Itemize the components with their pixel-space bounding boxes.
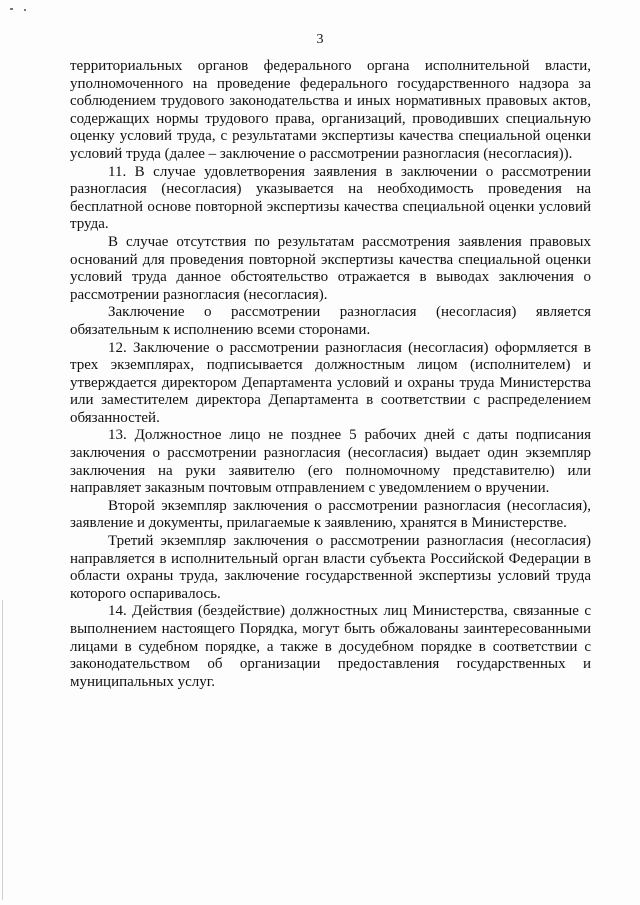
paragraph: В случае отсутствия по результатам рассмотрения заявления правовых оснований для проведения повторной экспертизы качества специальной оценки условий труда данное обстоятельство отражается в выводах заключения о рассмотрении разногласия (несогласия). <box>70 233 591 303</box>
paragraph-item-12: 12. Заключение о рассмотрении разногласия (несогласия) оформляется в трех экземплярах, подписывается должностным лицом (исполнителем) и утверждается директором Департамента условий и охраны труда Министерства или заместителем директора Департамента в соответствии с распределением обязанностей. <box>70 339 591 426</box>
paragraph-continuation: территориальных органов федерального органа исполнительной власти, уполномоченного на проведение федерального государственного надзора за соблюдением трудового законодательства и иных нормативных правовых актов, содержащих нормы трудового права, организаций, проводивших специальную оценку условий труда, с результатами экспертизы качества специальной оценки условий труда (далее – заключение о рассмотрении разногласия (несогласия)). <box>70 58 591 162</box>
scan-speck <box>10 8 13 10</box>
paragraph-item-14: 14. Действия (бездействие) должностных лиц Министерства, связанные с выполнением настоящего Порядка, могут быть обжалованы заинтересованными лицами в судебном порядке, а также в досудебном порядке в соответствии с законодательством об организации предоставления государственных и муниципальных услуг. <box>70 603 591 690</box>
paragraph-item-11: 11. В случае удовлетворения заявления в заключении о рассмотрении разногласия (несогласия) указывается на необходимость проведения на бесплатной основе повторной экспертизы качества специальной оценки условий труда. <box>70 163 591 233</box>
paragraph-item-13: 13. Должностное лицо не позднее 5 рабочих дней с даты подписания заключения о рассмотрении разногласия (несогласия) выдает один экземпляр заключения на руки заявителю (его полномочному представителю) или направляет заказным почтовым отправлением с уведомлением о вручении. <box>70 427 591 497</box>
document-body <box>70 58 591 691</box>
paragraph: Третий экземпляр заключения о рассмотрении разногласия (несогласия) направляется в исполнительный орган власти субъекта Российской Федерации в области охраны труда, заключение государственной экспертизы условий труда которого оспаривалось. <box>70 533 591 602</box>
scan-speck <box>24 9 26 11</box>
page-number: 3 <box>316 32 324 47</box>
scan-margin-line <box>2 600 3 900</box>
paragraph: Заключение о рассмотрении разногласия (несогласия) является обязательным к исполнению всеми сторонами. <box>70 304 591 338</box>
paragraph: Второй экземпляр заключения о рассмотрении разногласия (несогласия), заявление и документы, прилагаемые к заявлению, хранятся в Министерстве. <box>70 497 591 532</box>
